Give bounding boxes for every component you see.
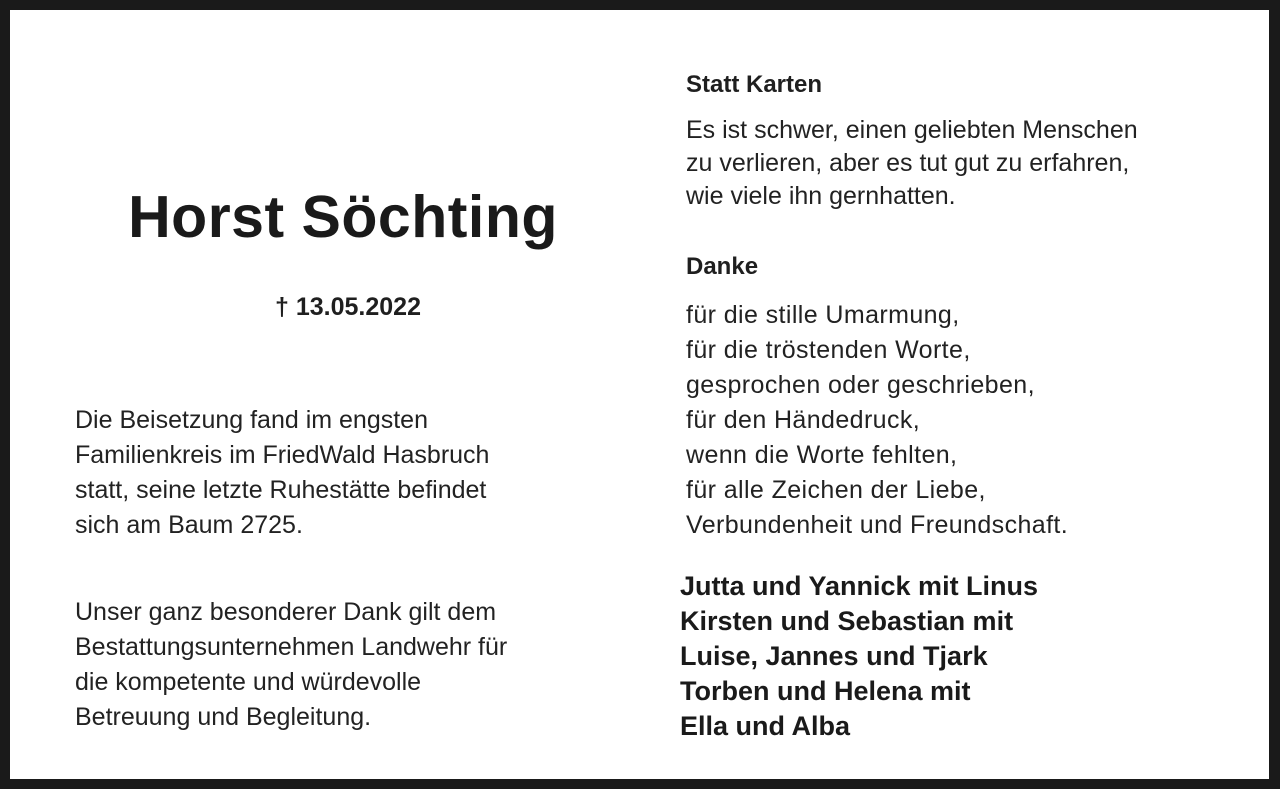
danke-heading: Danke <box>686 253 759 280</box>
quote-line: zu verlieren, aber es tut gut zu erfahren, <box>686 149 1130 177</box>
death-date: † 13.05.2022 <box>275 293 421 321</box>
thanks-line: für die tröstenden Worte, <box>686 336 971 364</box>
thanks-line: Verbundenheit und Freundschaft. <box>686 511 1069 539</box>
quote-paragraph <box>686 114 1138 213</box>
burial-line: sich am Baum 2725. <box>75 511 303 539</box>
signer-line: Luise, Jannes und Tjark <box>680 641 988 671</box>
signer-line: Torben und Helena mit <box>680 676 971 706</box>
burial-line: statt, seine letzte Ruhestätte befindet <box>75 476 487 504</box>
family-signatures <box>680 569 1038 744</box>
burial-line: Familienkreis im FriedWald Hasbruch <box>75 441 490 469</box>
gratitude-paragraph <box>75 595 507 735</box>
thanks-line: für alle Zeichen der Liebe, <box>686 476 986 504</box>
thanks-line: für die stille Umarmung, <box>686 301 960 329</box>
gratitude-line: Betreuung und Begleitung. <box>75 703 372 731</box>
gratitude-line: Unser ganz besonderer Dank gilt dem <box>75 598 497 626</box>
statt-karten-heading: Statt Karten <box>686 71 823 98</box>
burial-line: Die Beisetzung fand im engsten <box>75 406 428 434</box>
quote-line: wie viele ihn gernhatten. <box>686 182 956 210</box>
signer-line: Ella und Alba <box>680 711 851 741</box>
gratitude-line: die kompetente und würdevolle <box>75 668 422 696</box>
thanks-line: für den Händedruck, <box>686 406 921 434</box>
signer-line: Kirsten und Sebastian mit <box>680 606 1014 636</box>
gratitude-line: Bestattungsunternehmen Landwehr für <box>75 633 508 661</box>
thanks-line: gesprochen oder geschrieben, <box>686 371 1035 399</box>
signer-line: Jutta und Yannick mit Linus <box>680 571 1039 601</box>
thanks-line: wenn die Worte fehlten, <box>686 441 958 469</box>
deceased-name: Horst Söchting <box>128 184 558 250</box>
thanks-list <box>686 298 1068 543</box>
burial-paragraph <box>75 403 489 543</box>
quote-line: Es ist schwer, einen geliebten Menschen <box>686 116 1138 144</box>
